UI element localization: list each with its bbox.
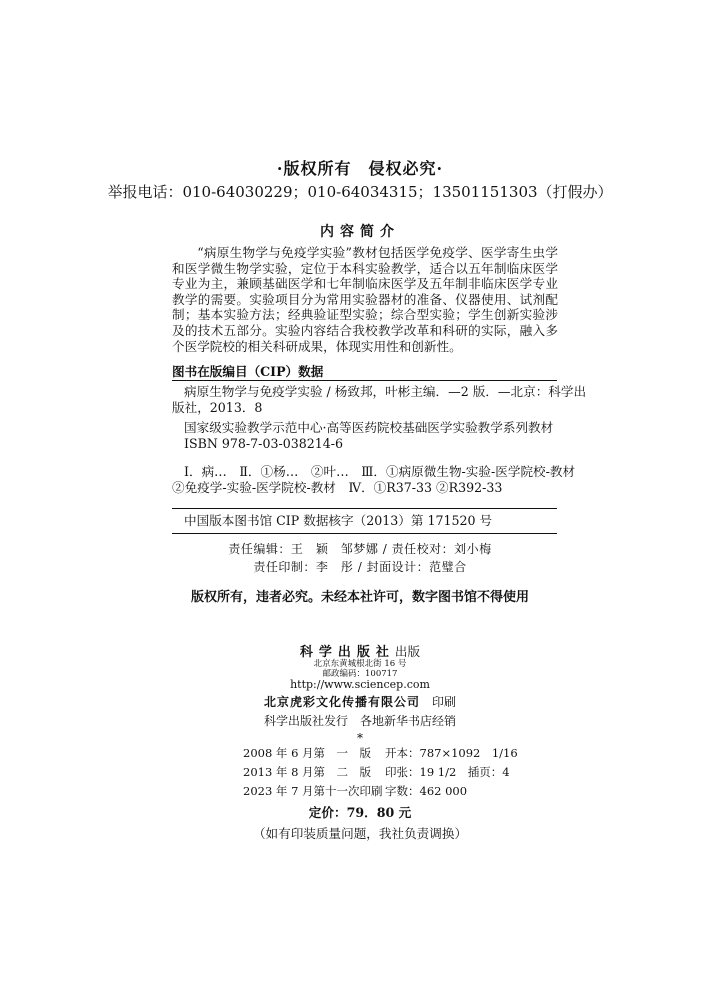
hotline-text: 举报电话：010-64030229；010-64034315；13501151303（打假办） — [107, 183, 613, 201]
edition-row — [243, 783, 467, 799]
cip-isbn: ISBN 978-7-03-038214-6 — [184, 436, 344, 451]
cip-title-line: 病原生物学与免疫学实验 / 杨致邦，叶彬主编．—2 版．—北京：科学出 — [184, 384, 587, 399]
cip-verify-number: 中国版本图书馆 CIP 数据核字（2013）第 171520 号 — [184, 513, 493, 528]
publisher-name: 科学出版社 — [299, 645, 395, 660]
editor-credits: 责任编辑：王 颖 邹梦娜 / 责任校对：刘小梅 — [228, 542, 492, 556]
publisher-suffix: 出版 — [394, 644, 421, 659]
cip-class-line-1: Ⅰ．病… Ⅱ．①杨… ②叶… Ⅲ．①病原微生物-实验-医学院校-教材 — [184, 464, 576, 479]
printer-suffix: 印刷 — [432, 695, 457, 709]
printer-line — [0, 693, 720, 710]
cip-title-line-2: 版社，2013．8 — [172, 400, 263, 415]
cip-bibliographic — [172, 384, 587, 452]
cip-heading: 图书在版编目（CIP）数据 — [172, 364, 324, 379]
copyright-title: ·版权所有 侵权必究· — [276, 159, 444, 178]
cip-verify-block — [172, 513, 558, 529]
digital-use-warning: 版权所有，违者必究。未经本社许可，数字图书馆不得使用 — [190, 590, 529, 605]
edition-date: 2023 年 7 月第十一次印刷 — [243, 784, 383, 798]
edition-spec: 字数：462 000 — [385, 784, 468, 798]
edition-row — [243, 745, 518, 761]
cip-classification — [172, 464, 576, 496]
production-credits: 责任印制：李 彤 / 封面设计：范璧合 — [253, 560, 467, 574]
publisher-address: 北京东黄城根北街 16 号 — [313, 659, 407, 669]
printer-name: 北京虎彩文化传播有限公司 — [263, 695, 420, 709]
summary-heading: 内容简介 — [320, 224, 400, 240]
edition-date: 2008 年 6 月第 一 版 — [243, 746, 372, 760]
edition-spec: 印张：19 1/2 插页：4 — [385, 765, 510, 779]
cip-series-line: 国家级实验教学示范中心·高等医药院校基础医学实验教学系列教材 — [184, 420, 554, 435]
separator-asterisk: * — [357, 731, 363, 745]
cip-rule-top — [172, 380, 557, 381]
edition-spec: 开本：787×1092 1/16 — [385, 746, 518, 760]
cip-rule-middle — [172, 508, 557, 509]
edition-date: 2013 年 8 月第 二 版 — [243, 765, 372, 779]
price: 定价：79．80 元 — [308, 805, 412, 820]
cip-rule-bottom — [172, 533, 557, 534]
cip-class-line-2: ②免疫学-实验-医学院校-教材 Ⅳ．①R37-33 ②R392-33 — [172, 480, 503, 495]
publisher-url: http://www.sciencep.com — [290, 678, 430, 691]
publisher-postcode: 邮政编码：100717 — [322, 669, 398, 679]
summary-body: “病原生物学与免疫学实验”教材包括医学免疫学、医学寄生虫学和医学微生物学实验，定位于本科实验教学，适合以五年制临床医学专业为主，兼顾基础医学和七年制临床医学及五年制非临床医学专业教学的需要。实验项目分为常用实验器材的准备、仪器使用、试剂配制；基本实验方法；经典验证型实验；综合型实验；学生创新实验涉及的技术五部分。实验内容结合我校教学改革和科研的实际，融入多个医学院校的相关科研成果，体现实用性和创新性。 — [172, 245, 558, 354]
distribution-line: 科学出版社发行 各地新华书店经销 — [263, 714, 456, 728]
quality-note: （如有印装质量问题，我社负责调换） — [252, 826, 468, 841]
edition-row — [243, 764, 510, 780]
